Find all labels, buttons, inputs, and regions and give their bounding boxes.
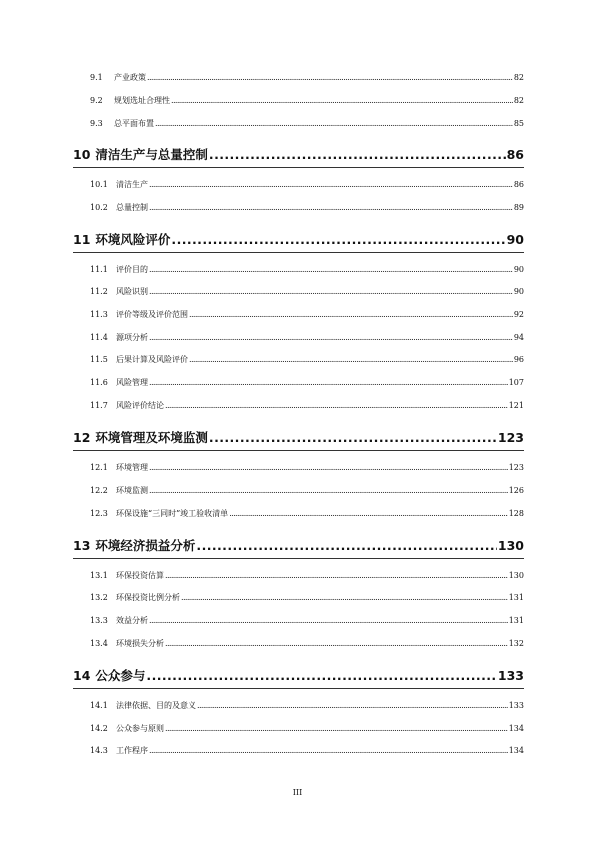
page-number: 86 — [506, 147, 524, 162]
toc-entry-13-4[interactable] — [90, 638, 524, 649]
chapter-divider — [73, 688, 524, 689]
toc-entry-12-3[interactable] — [90, 508, 524, 519]
section-number: 10.1 — [90, 180, 108, 189]
section-title: 风险识别 — [116, 287, 148, 296]
chapter-number: 12 — [73, 430, 91, 445]
dot-leader — [146, 668, 496, 683]
page-number: 96 — [513, 355, 524, 364]
section-number: 11.7 — [90, 401, 108, 410]
section-number: 14.1 — [90, 701, 108, 710]
dot-leader — [181, 593, 508, 602]
toc-entry-11-4[interactable] — [90, 332, 524, 343]
section-title: 评价等级及评价范围 — [116, 310, 188, 319]
dot-leader — [149, 265, 513, 274]
dot-leader — [189, 355, 513, 364]
section-number: 11.1 — [90, 265, 108, 274]
section-number: 13.3 — [90, 616, 108, 625]
toc-entry-11-5[interactable] — [90, 354, 524, 365]
chapter-title: 公众参与 — [95, 668, 146, 683]
page-number: 94 — [513, 333, 524, 342]
page-number: 107 — [508, 378, 524, 387]
section-title: 法律依据、目的及意义 — [116, 701, 196, 710]
section-number: 11.6 — [90, 378, 108, 387]
section-title: 后果计算及风险评价 — [116, 355, 188, 364]
chapter-number: 13 — [73, 538, 91, 553]
page-number: 131 — [508, 593, 524, 602]
dot-leader — [147, 73, 513, 82]
section-number: 11.2 — [90, 287, 108, 296]
section-title: 环保投资估算 — [116, 571, 164, 580]
chapter-title: 环境风险评价 — [95, 232, 171, 247]
dot-leader — [149, 616, 508, 625]
toc-entry-13-3[interactable] — [90, 615, 524, 626]
chapter-number: 14 — [73, 668, 91, 683]
section-title: 源项分析 — [116, 333, 148, 342]
page-number: 130 — [497, 538, 524, 553]
chapter-number: 11 — [73, 232, 91, 247]
toc-entry-9-2[interactable] — [90, 95, 524, 106]
page-footer-number: III — [292, 788, 303, 797]
chapter-number: 10 — [73, 147, 91, 162]
section-title: 环境损失分析 — [116, 639, 164, 648]
dot-leader — [149, 378, 508, 387]
section-title: 规划选址合理性 — [114, 96, 170, 105]
section-title: 产业政策 — [114, 73, 146, 82]
dot-leader — [149, 203, 513, 212]
section-number: 14.2 — [90, 724, 108, 733]
dot-leader — [165, 639, 508, 648]
section-title: 环保设施“三同时”竣工验收清单 — [116, 509, 229, 518]
page-number: 133 — [497, 668, 524, 683]
section-number: 11.3 — [90, 310, 108, 319]
page-number: 123 — [508, 463, 524, 472]
toc-entry-11-7[interactable] — [90, 400, 524, 411]
toc-chapter-10[interactable] — [73, 145, 524, 163]
toc-chapter-12[interactable] — [73, 428, 524, 446]
toc-entry-13-2[interactable] — [90, 592, 524, 603]
section-number: 10.2 — [90, 203, 108, 212]
toc-entry-11-3[interactable] — [90, 309, 524, 320]
section-title: 效益分析 — [116, 616, 148, 625]
dot-leader — [209, 430, 497, 445]
page-number: 126 — [508, 486, 524, 495]
dot-leader — [149, 463, 508, 472]
section-title: 评价目的 — [116, 265, 148, 274]
page-number: 128 — [508, 509, 524, 518]
section-title: 风险评价结论 — [116, 401, 164, 410]
toc-entry-10-2[interactable] — [90, 202, 524, 213]
section-title: 环境管理 — [116, 463, 148, 472]
dot-leader — [165, 401, 508, 410]
page-number: 130 — [508, 571, 524, 580]
section-title: 工作程序 — [116, 746, 148, 755]
page-number: 82 — [513, 96, 524, 105]
page-number: 132 — [508, 639, 524, 648]
section-title: 公众参与原则 — [116, 724, 164, 733]
dot-leader — [229, 509, 508, 518]
toc-entry-14-3[interactable] — [90, 745, 524, 756]
section-number: 12.2 — [90, 486, 108, 495]
chapter-title: 环境管理及环境监测 — [95, 430, 208, 445]
section-number: 13.4 — [90, 639, 108, 648]
dot-leader — [189, 310, 513, 319]
toc-entry-9-3[interactable] — [90, 118, 524, 129]
page-number: 82 — [513, 73, 524, 82]
chapter-title: 环境经济损益分析 — [95, 538, 196, 553]
chapter-divider — [73, 450, 524, 451]
dot-leader — [165, 724, 508, 733]
page-number: 86 — [513, 180, 524, 189]
section-number: 9.2 — [90, 96, 103, 105]
dot-leader — [209, 147, 506, 162]
page-number: 89 — [513, 203, 524, 212]
chapter-divider — [73, 167, 524, 168]
section-number: 13.1 — [90, 571, 108, 580]
section-number: 9.3 — [90, 119, 103, 128]
toc-entry-14-1[interactable] — [90, 700, 524, 711]
page-number: 121 — [508, 401, 524, 410]
dot-leader — [165, 571, 508, 580]
toc-entry-11-1[interactable] — [90, 264, 524, 275]
dot-leader — [149, 486, 508, 495]
section-number: 11.4 — [90, 333, 108, 342]
page-number: 90 — [506, 232, 524, 247]
toc-chapter-11[interactable] — [73, 230, 524, 248]
page-number: 90 — [513, 287, 524, 296]
page-number: 133 — [508, 701, 524, 710]
section-number: 12.3 — [90, 509, 108, 518]
section-number: 11.5 — [90, 355, 108, 364]
page-number: 131 — [508, 616, 524, 625]
toc-entry-13-1[interactable] — [90, 570, 524, 581]
dot-leader — [149, 333, 513, 342]
section-number: 13.2 — [90, 593, 108, 602]
dot-leader — [155, 119, 513, 128]
section-title: 总量控制 — [116, 203, 148, 212]
toc-entry-9-1[interactable] — [90, 72, 524, 83]
dot-leader — [197, 701, 508, 710]
chapter-divider — [73, 558, 524, 559]
page-number: 134 — [508, 724, 524, 733]
toc-entry-12-1[interactable] — [90, 462, 524, 473]
toc-entry-14-2[interactable] — [90, 723, 524, 734]
toc-chapter-14[interactable] — [73, 666, 524, 684]
dot-leader — [171, 232, 505, 247]
toc-entry-11-6[interactable] — [90, 377, 524, 388]
section-title: 总平面布置 — [114, 119, 154, 128]
section-title: 环保投资比例分析 — [116, 593, 180, 602]
dot-leader — [196, 538, 496, 553]
page-number: 92 — [513, 310, 524, 319]
section-title: 风险管理 — [116, 378, 148, 387]
page-number: 90 — [513, 265, 524, 274]
page-number: 123 — [497, 430, 524, 445]
chapter-title: 清洁生产与总量控制 — [95, 147, 208, 162]
toc-entry-10-1[interactable] — [90, 179, 524, 190]
toc-chapter-13[interactable] — [73, 536, 524, 554]
toc-entry-11-2[interactable] — [90, 286, 524, 297]
toc-entry-12-2[interactable] — [90, 485, 524, 496]
page-number: 85 — [513, 119, 524, 128]
page-number: 134 — [508, 746, 524, 755]
section-title: 清洁生产 — [116, 180, 148, 189]
section-title: 环境监测 — [116, 486, 148, 495]
section-number: 12.1 — [90, 463, 108, 472]
dot-leader — [171, 96, 513, 105]
dot-leader — [149, 287, 513, 296]
chapter-divider — [73, 252, 524, 253]
section-number: 9.1 — [90, 73, 103, 82]
section-number: 14.3 — [90, 746, 108, 755]
dot-leader — [149, 180, 513, 189]
dot-leader — [149, 746, 508, 755]
